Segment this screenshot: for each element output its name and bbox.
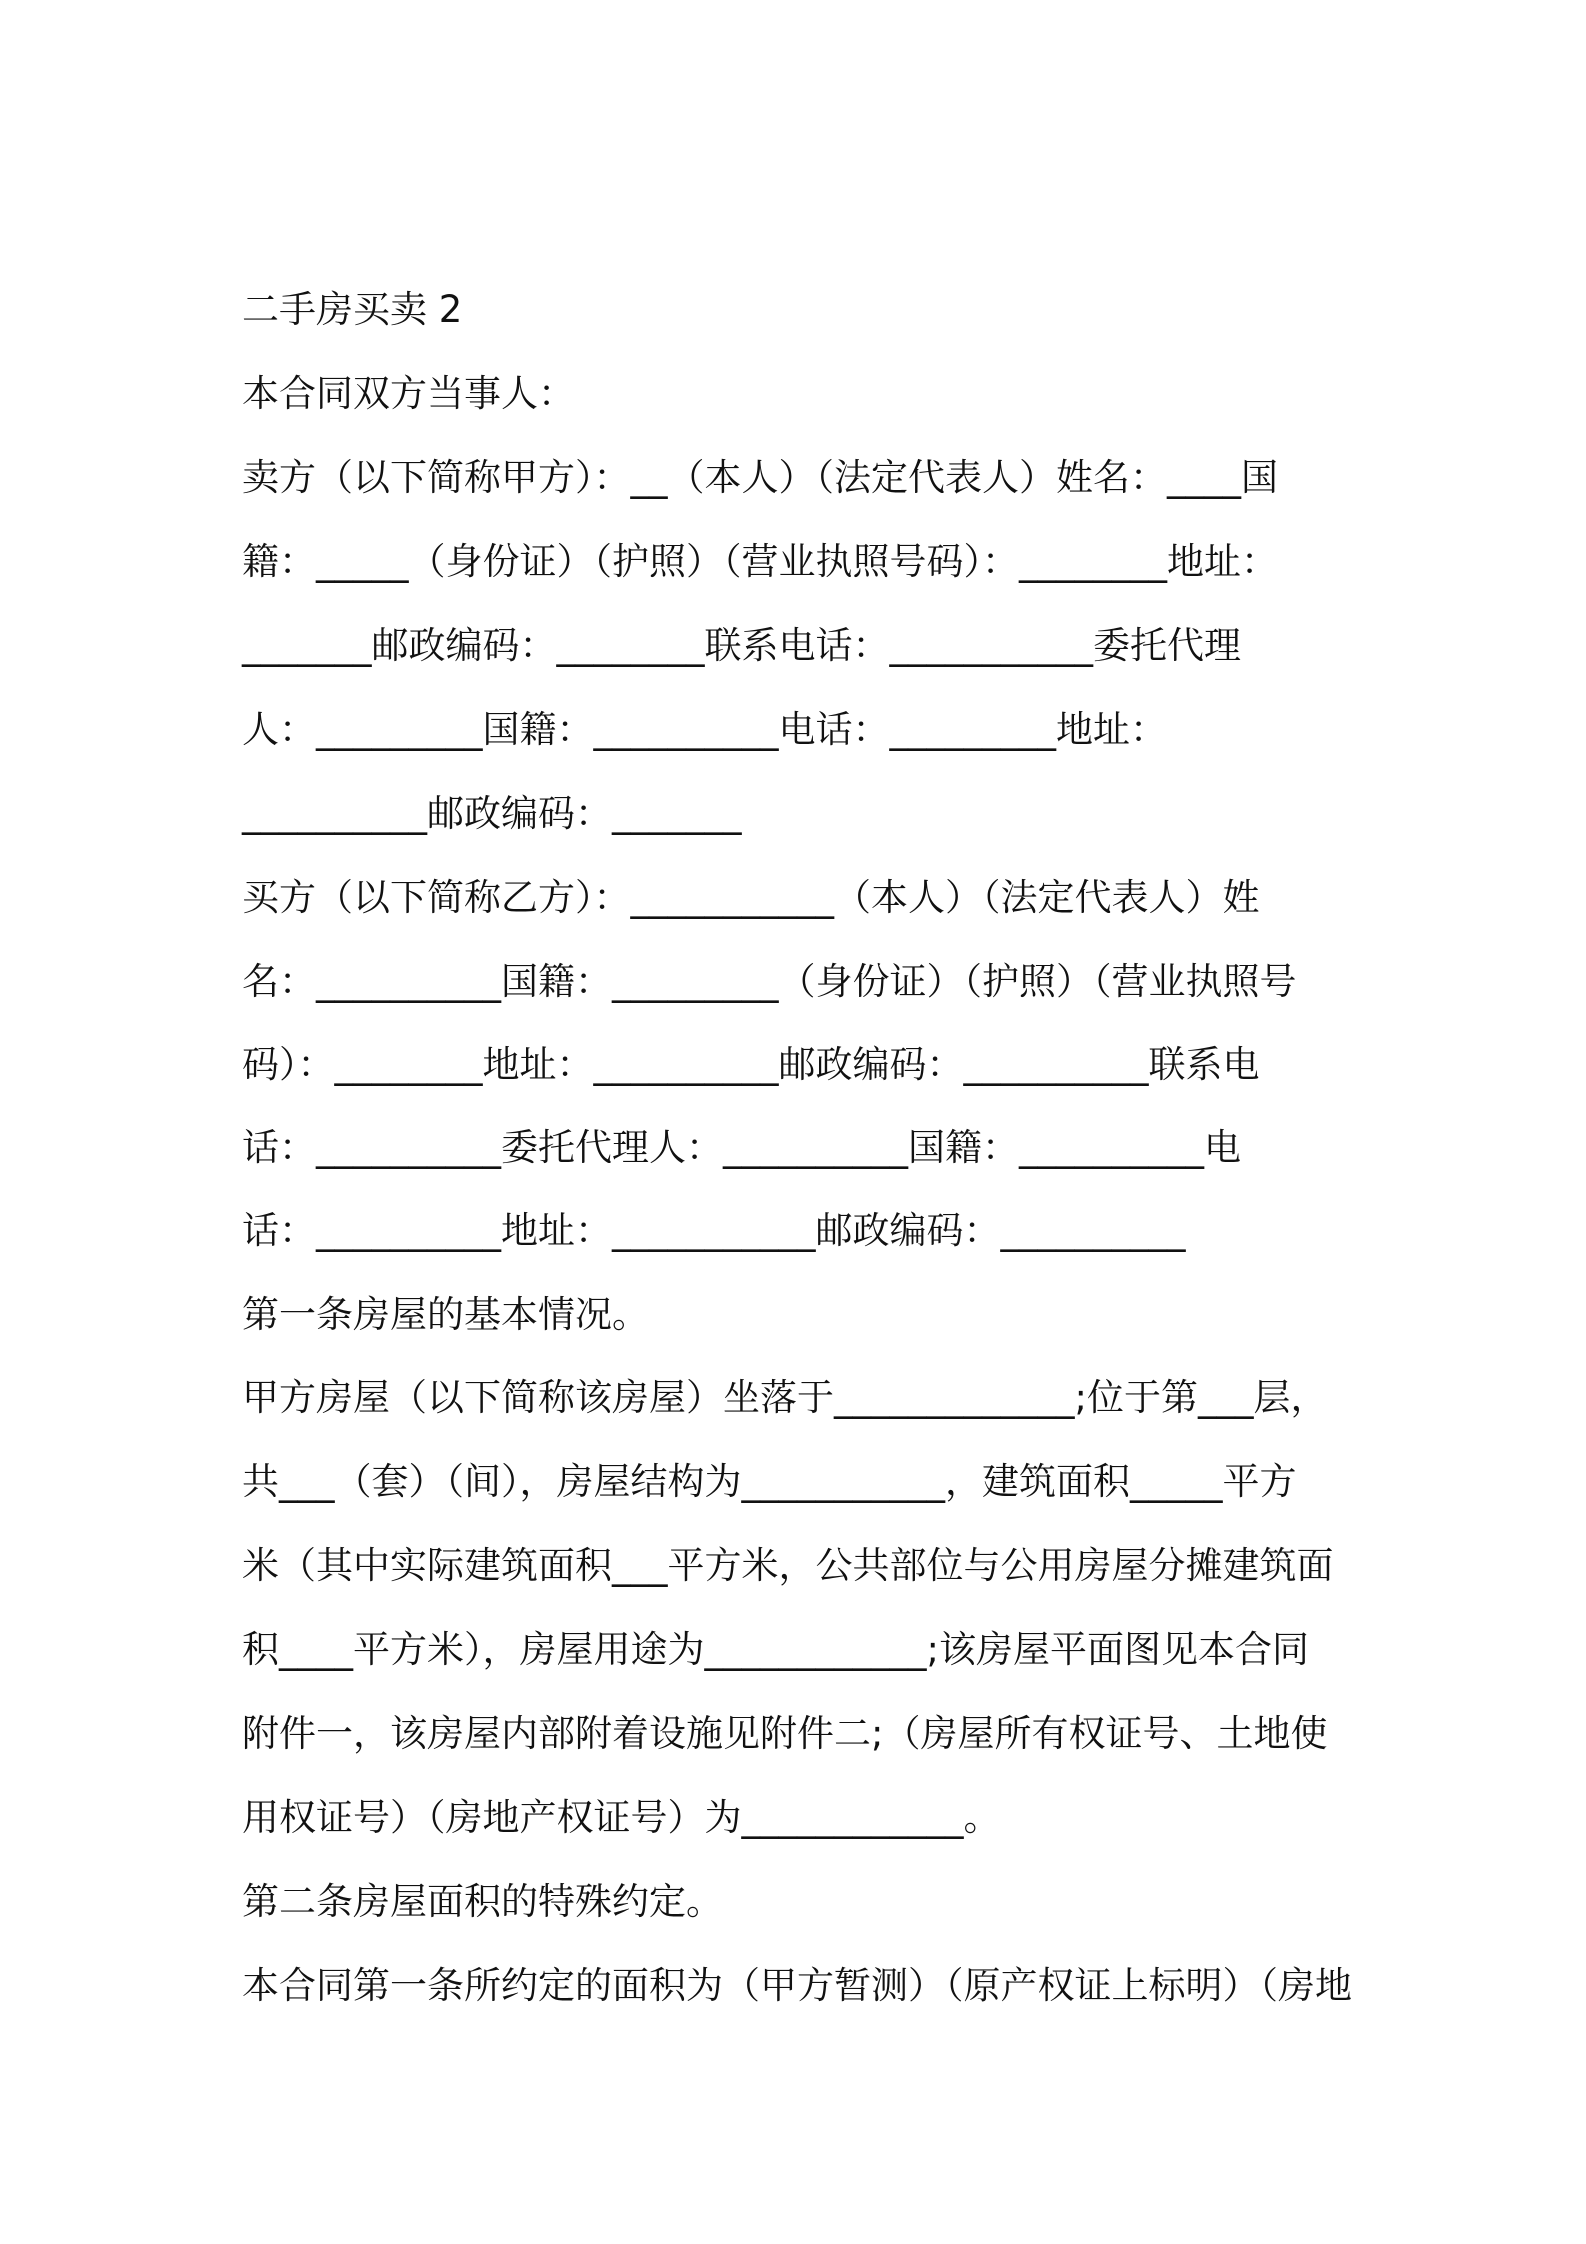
text-line: 米（其中实际建筑面积___平方米，公共部位与公用房屋分摊建筑面 [242, 1544, 1334, 1587]
section-heading: 第二条房屋面积的特殊约定。 [242, 1880, 723, 1923]
text-line: 名：__________国籍：_________（身份证）（护照）（营业执照号 [242, 960, 1297, 1003]
text-line: 本合同第一条所约定的面积为（甲方暂测）（原产权证上标明）（房地 [242, 1964, 1352, 2007]
text-line: 人：_________国籍：__________电话：_________地址： [242, 708, 1167, 751]
text-line: _______邮政编码：________联系电话：___________委托代理 [242, 624, 1241, 667]
section-heading: 第一条房屋的基本情况。 [242, 1293, 649, 1336]
text-line: 买方（以下简称乙方）：___________（本人）（法定代表人）姓 [242, 876, 1260, 919]
text-line: 话：__________地址：___________邮政编码：__________ [242, 1209, 1186, 1252]
text-line: 积____平方米），房屋用途为____________;该房屋平面图见本合同 [242, 1628, 1309, 1671]
text-line: 卖方（以下简称甲方）：__（本人）（法定代表人）姓名：____国 [242, 456, 1278, 499]
text-line: 共___（套）（间），房屋结构为___________，建筑面积_____平方 [242, 1460, 1297, 1503]
text-line: __________邮政编码：_______ [242, 792, 742, 835]
text-line: 本合同双方当事人： [242, 372, 575, 415]
text-line: 附件一，该房屋内部附着设施见附件二;（房屋所有权证号、土地使 [242, 1712, 1328, 1755]
document-title: 二手房买卖 2 [242, 288, 463, 331]
text-line: 甲方房屋（以下简称该房屋）坐落于_____________;位于第___层， [242, 1376, 1328, 1419]
text-line: 籍：_____（身份证）（护照）（营业执照号码）：________地址： [242, 540, 1278, 583]
text-line: 用权证号）（房地产权证号）为____________。 [242, 1796, 1001, 1839]
text-line: 码）：________地址：__________邮政编码：__________联系电 [242, 1043, 1260, 1086]
text-line: 话：__________委托代理人：__________国籍：__________电 [242, 1126, 1241, 1169]
